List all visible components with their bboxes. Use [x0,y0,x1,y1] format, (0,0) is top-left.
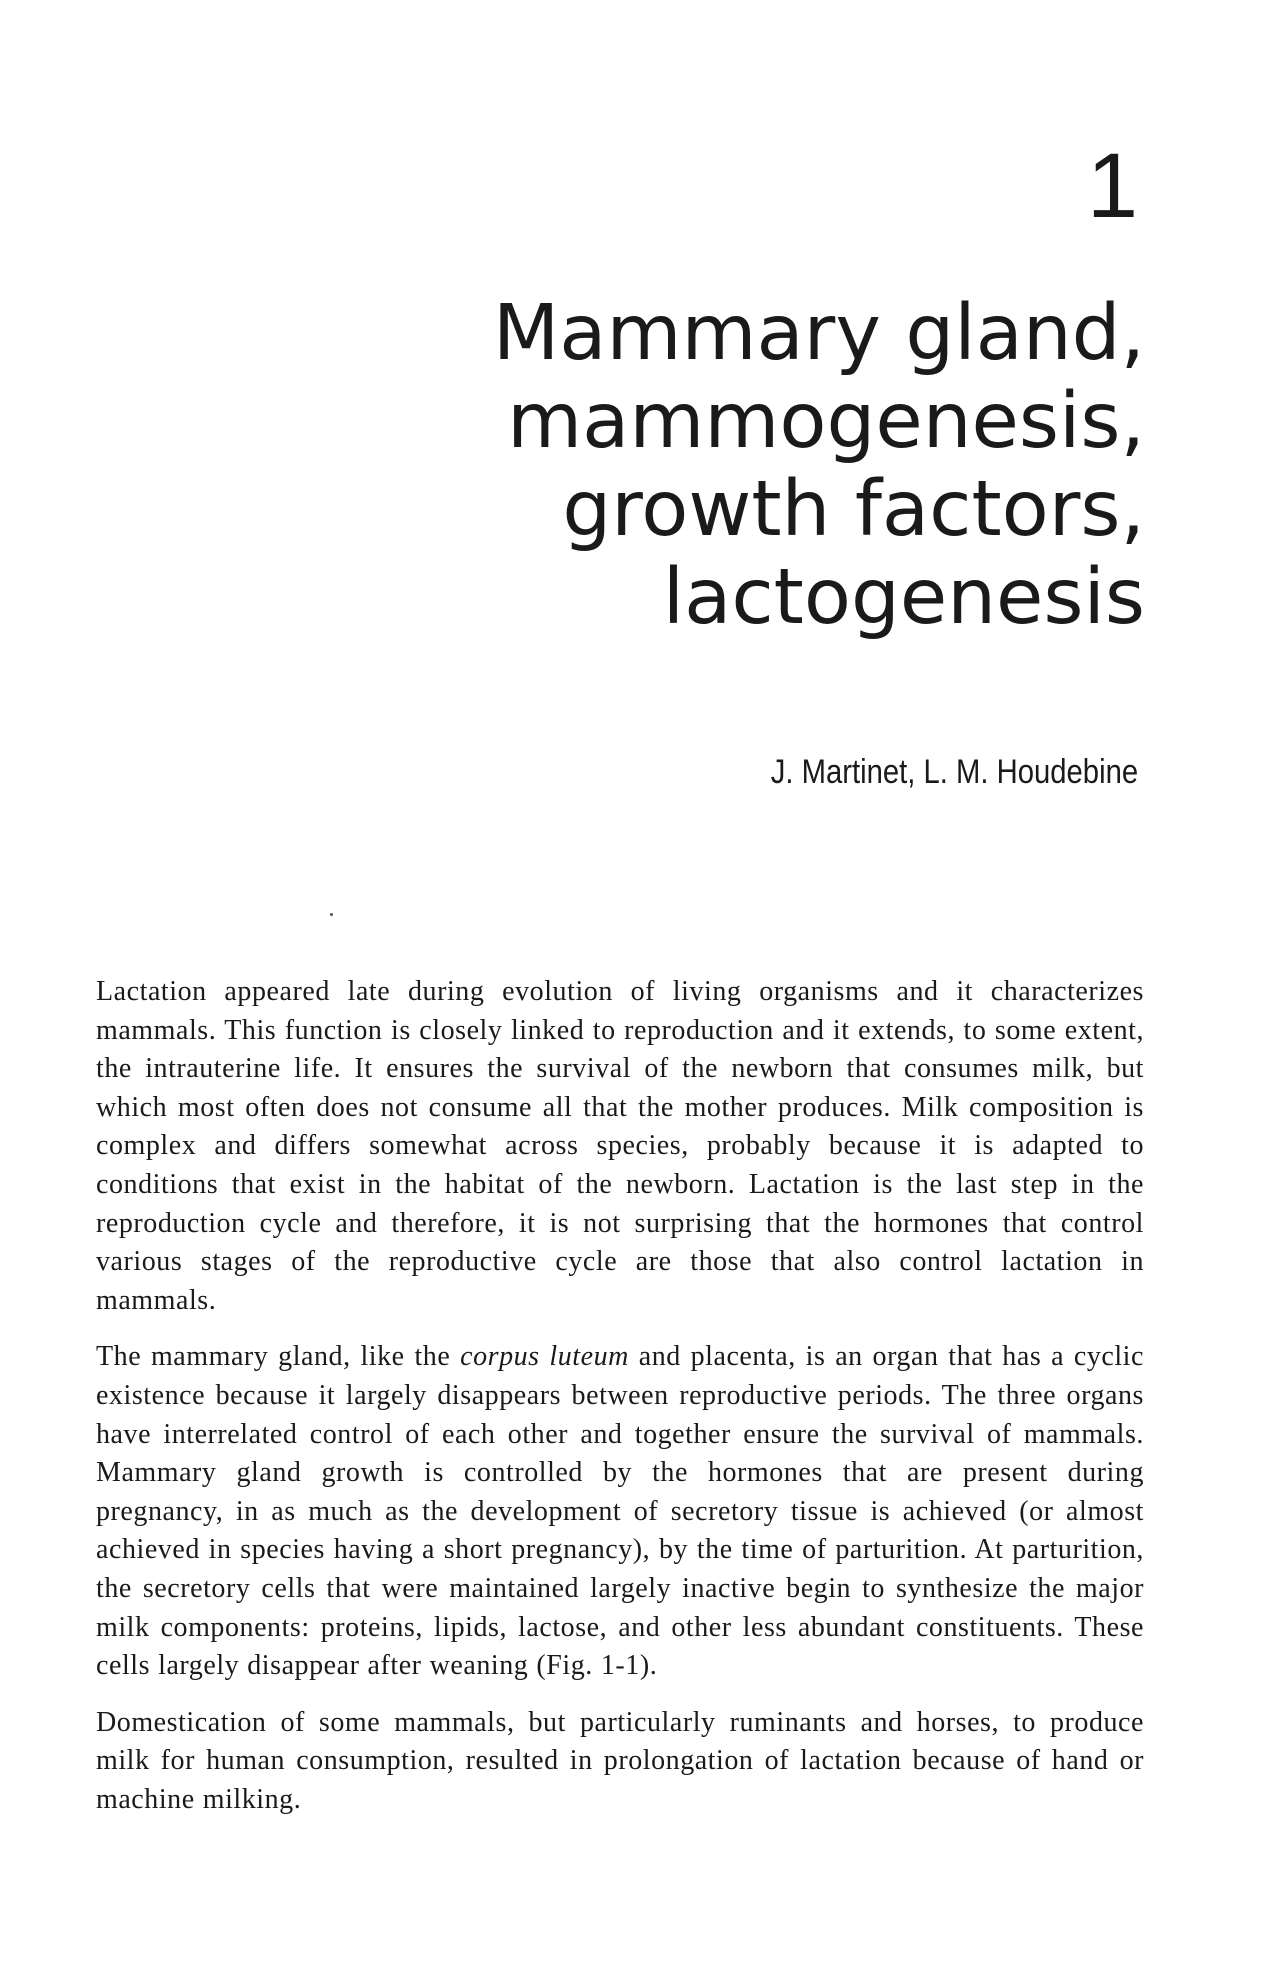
paragraph-2-rest: and placenta, is an organ that has a cyclic existence because it largely disappears between reproductive periods. The three organs have interrelated control of each other and together ensure the survival of mammals. Mammary gland growth is controlled by the hormones that are present during pregnancy, in as much as the development of secretory tissue is achieved (or almost achieved in species having a short pregnancy), by the time of parturition. At parturition, the secretory cells that were maintained largely inactive begin to synthesize the major milk components: proteins, lipids, lactose, and other less abundant constituents. These cells largely disappear after weaning (Fig. 1-1). [96,1341,1144,1682]
paragraph-2-start: The mammary gland, like the [96,1341,461,1373]
chapter-title-line: lactogenesis [662,553,1145,642]
paragraph-2 [96,1338,1144,1685]
chapter-title-line: growth factors, [562,465,1145,554]
paragraph-3: Domestication of some mammals, but particularly ruminants and horses, to produce milk for human consumption, resulted in prolongation of lactation because of hand or machine milking. [96,1706,1144,1815]
chapter-title [245,290,1145,642]
chapter-title-line: mammogenesis, [507,377,1145,466]
chapter-title-line: Mammary gland, [492,289,1145,378]
italic-term: corpus luteum [460,1341,629,1373]
scan-speck [330,913,333,916]
chapter-number: 1 [1086,135,1138,237]
chapter-authors: J. Martinet, L. M. Houdebine [770,753,1138,791]
body-text [96,973,1144,1837]
paragraph-1: Lactation appeared late during evolution of living organisms and it characterizes mammals. This function is closely linked to reproduction and it extends, to some extent, the intrauterine life. It ensures the survival of the newborn that consumes milk, but which most often does not consume all that the mother produces. Milk composition is complex and differs somewhat across species, probably because it is adapted to conditions that exist in the habitat of the newborn. Lactation is the last step in the reproduction cycle and therefore, it is not surprising that the hormones that control various stages of the reproductive cycle are those that also control lactation in mammals. [96,976,1144,1316]
